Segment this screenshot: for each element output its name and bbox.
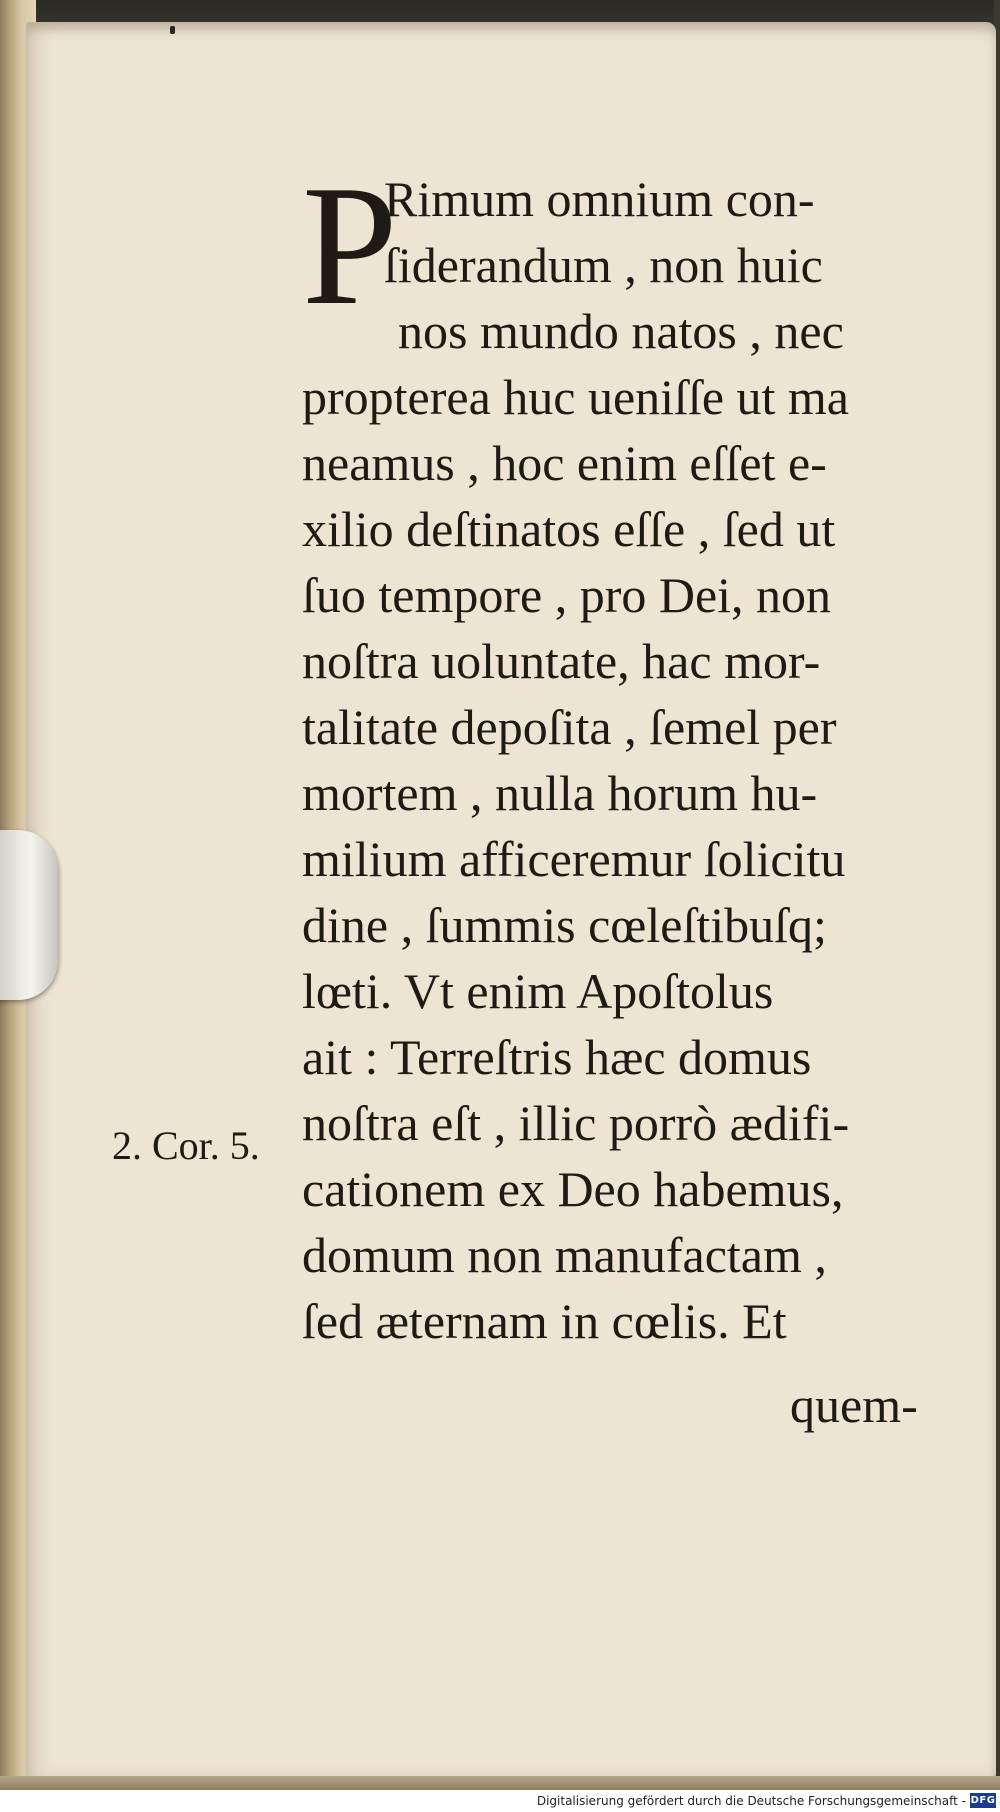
page-clip xyxy=(0,830,58,1000)
digitization-credit: Digitalisierung gefördert durch die Deutsche Forschungsgemeinschaft - xyxy=(536,1794,966,1808)
text-line: dine , ſummis cœleſtibuſq; xyxy=(302,897,827,953)
text-line: ſed æternam in cœlis. Et xyxy=(302,1293,787,1349)
text-line: noſtra uoluntate, hac mor- xyxy=(302,633,821,689)
margin-citation: 2. Cor. 5. xyxy=(112,1123,260,1168)
book-bottom-edge xyxy=(0,1776,1000,1790)
drop-cap-initial: P xyxy=(302,151,398,341)
ink-speck xyxy=(170,26,175,34)
text-line: cationem ex Deo habemus, xyxy=(302,1161,844,1217)
text-line: milium afficeremur ſolicitu xyxy=(302,831,846,887)
text-line: mortem , nulla horum hu- xyxy=(302,765,818,821)
text-line: ſiderandum , non huic xyxy=(384,237,823,293)
text-line: noſtra eſt , illic porrò ædifi- xyxy=(302,1095,850,1151)
text-line: ſuo tempore , pro Dei, non xyxy=(302,567,832,623)
catchword: quem- xyxy=(790,1377,918,1433)
text-line: nos mundo natos , nec xyxy=(398,303,844,359)
text-line: ait : Terreſtris hæc domus xyxy=(302,1029,812,1085)
text-line: neamus , hoc enim eſſet e- xyxy=(302,435,827,491)
text-line: lœti. Vt enim Apoſtolus xyxy=(302,963,774,1019)
text-line: talitate depoſita , ſemel per xyxy=(302,699,837,755)
text-line: Rimum omnium con- xyxy=(384,171,815,227)
text-line: domum non manufactam , xyxy=(302,1227,827,1283)
dfg-logo: DFG xyxy=(970,1795,996,1806)
text-line: propterea huc ueniſſe ut ma xyxy=(302,369,849,425)
text-line: xilio deſtinatos eſſe , ſed ut xyxy=(302,501,836,557)
